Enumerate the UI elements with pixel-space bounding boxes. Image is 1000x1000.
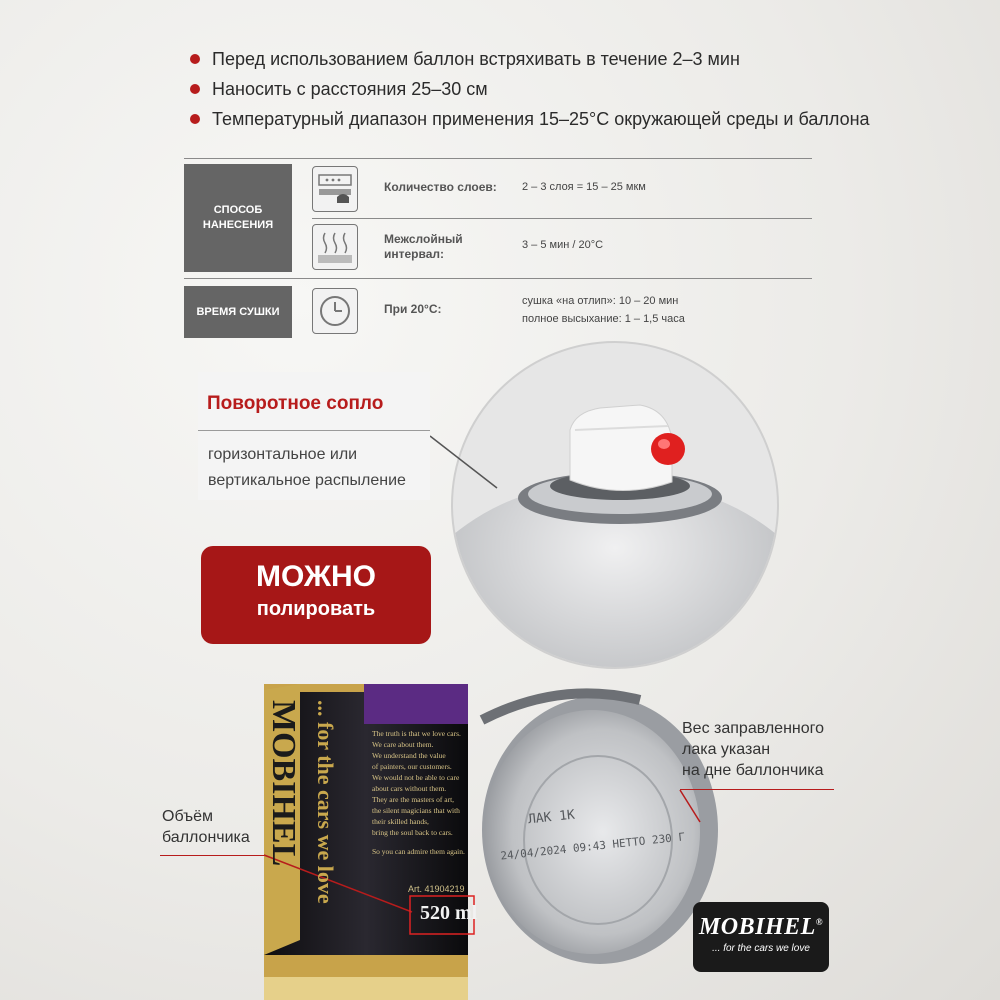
polish-badge-subtitle: полировать <box>256 598 376 620</box>
weight-note-underline <box>680 789 834 790</box>
can-article: Art. 41904219 <box>408 884 465 894</box>
layers-value: 2 – 3 слоя = 15 – 25 мкм <box>522 181 646 193</box>
drying-value-full: полное высыхание: 1 – 1,5 часа <box>522 313 685 325</box>
can-brand: MOBIHEL <box>265 700 302 867</box>
instruction-item: Наносить с расстояния 25–30 см <box>190 74 870 104</box>
interlayer-label: Межслойный интервал: <box>384 232 463 261</box>
can-bottom-product: ЛАК 1К <box>527 807 576 828</box>
nozzle-title: Поворотное сопло <box>207 393 384 414</box>
divider <box>198 430 430 431</box>
interlayer-value: 3 – 5 мин / 20°C <box>522 239 604 251</box>
can-volume: 520 ml <box>420 902 478 924</box>
brand-logo <box>693 902 829 972</box>
instruction-item: Температурный диапазон применения 15–25°C окружающей среды и баллона <box>190 104 870 134</box>
nozzle-description: горизонтальное или вертикальное распыление <box>208 446 406 489</box>
logo-tagline: ... for the cars we love <box>712 943 810 954</box>
polish-badge-title: МОЖНО <box>255 560 377 593</box>
can-bottom-net-weight: 24/04/2024 09:43 НЕТТО 230 Г <box>499 830 686 863</box>
application-category: СПОСОБ НАНЕСЕНИЯ <box>184 164 292 272</box>
drying-category: ВРЕМЯ СУШКИ <box>184 286 292 338</box>
instruction-item: Перед использованием баллон встряхивать в течение 2–3 мин <box>190 44 870 74</box>
volume-note-underline <box>160 855 264 856</box>
drying-temp-label: При 20°С: <box>384 302 442 316</box>
can-brand-area <box>262 700 302 940</box>
nozzle-callout <box>198 372 430 500</box>
volume-note: Объём баллончика <box>162 808 250 846</box>
can-slogan-area <box>302 700 342 920</box>
logo-name: MOBIHEL <box>698 914 816 940</box>
polish-badge <box>201 546 431 644</box>
drying-value-tackfree: сушка «на отлип»: 10 – 20 мин <box>522 295 679 307</box>
weight-note: Вес заправленного лака указан на дне баллончика <box>682 720 825 779</box>
can-slogan: ... for the cars we love <box>313 700 338 904</box>
registered-mark: ® <box>815 917 824 927</box>
can-story-text: The truth is that we love cars. We care about them. We understand the value of painters, our customers. We would not be able to care about cars without them. They are the masters of art, the silent magicians that with their skilled hands, bring the soul back to cars. So you can admire them again. <box>372 729 465 856</box>
layers-label: Количество слоев: <box>384 180 497 194</box>
